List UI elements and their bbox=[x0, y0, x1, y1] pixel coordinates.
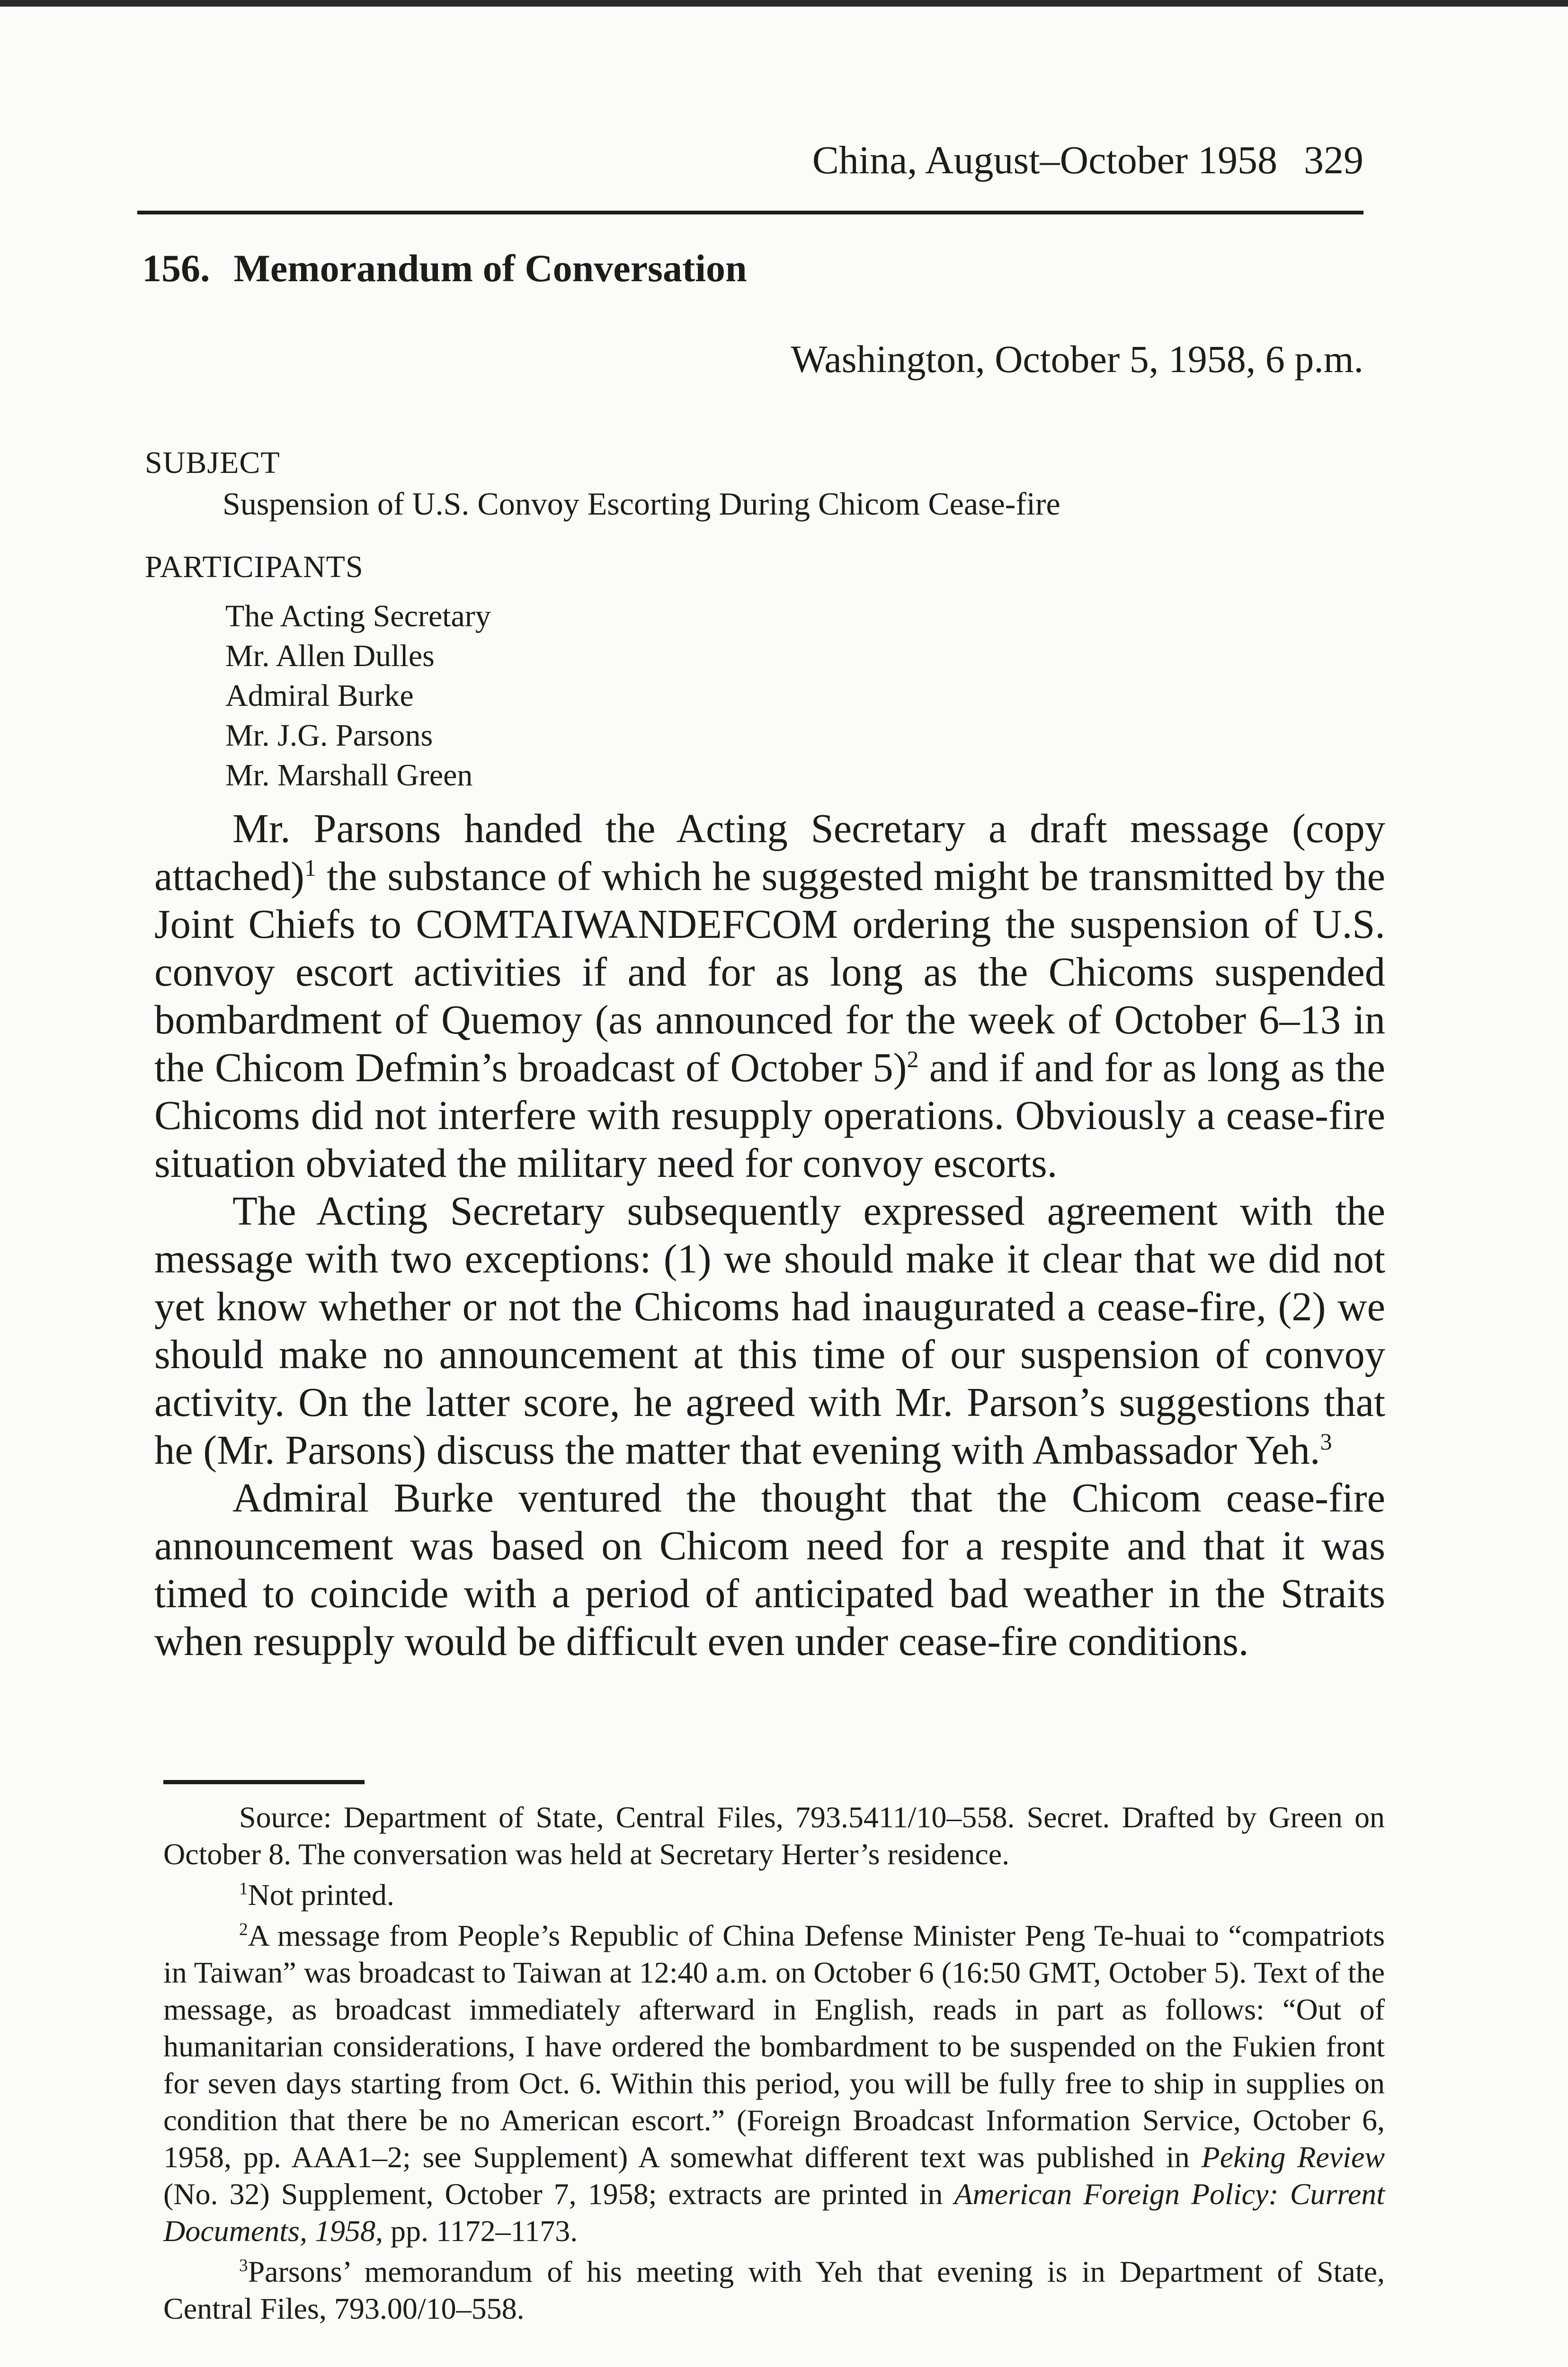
scan-edge-border bbox=[0, 0, 1568, 7]
body-paragraph-3: Admiral Burke ventured the thought that the Chicom cease-fire announcement was based on Chicom need for a respite and that it was timed to coincide with a period of anticipated bad weather in the Straits when resupply would be difficult even under cease-fire conditions. bbox=[154, 1475, 1385, 1664]
subject-text: Suspension of U.S. Convoy Escorting During Chicom Cease-fire bbox=[223, 486, 1060, 522]
running-head bbox=[757, 137, 1363, 183]
participant-item: The Acting Secretary bbox=[225, 599, 491, 633]
participant-item: Mr. Allen Dulles bbox=[225, 639, 435, 673]
participants-list bbox=[225, 596, 491, 795]
footnote-ref-3: 3 bbox=[1320, 1428, 1332, 1455]
body-paragraph-1: Mr. Parsons handed the Acting Secretary a draft message (copy attached)$^1$ the substance of which he suggested might be transmitted by the Joint Chiefs to COMTAIWANDEFCOM ordering the suspension of U.S. convoy escort activities if and for as long as the Chicoms suspended bombardment of Quemoy (as announced for the week of October 6–13 in the Chicom Defmin’s broadcast of October 5)$^2$ and if and for as long as the Chicoms did not interfere with resupply operations. Obviously a cease-fire situation obviated the military need for convoy escorts. bbox=[154, 806, 1385, 1186]
footnotes bbox=[163, 1799, 1385, 2331]
document-title bbox=[142, 246, 747, 291]
footnote-ref-2: 2 bbox=[907, 1046, 919, 1073]
footnote-1: $^1$Not printed. bbox=[239, 1878, 394, 1912]
footnote-rule bbox=[163, 1780, 365, 1784]
participant-item: Admiral Burke bbox=[225, 678, 414, 713]
participants-label: PARTICIPANTS bbox=[145, 550, 364, 584]
source-note: Source: Department of State, Central Files, 793.5411/10–558. Secret. Drafted by Green on October 8. The conversation was held at Secretary Herter’s residence. bbox=[163, 1800, 1385, 1871]
body-paragraph-2: The Acting Secretary subsequently expressed agreement with the message with two exceptions: (1) we should make it clear that we did not yet know whether or not the Chicoms had inaugurated a cease-fire, (2) we should make no announcement at this time of our suspension of convoy activity. On the latter score, he agreed with Mr. Parson’s suggestions that he (Mr. Parsons) discuss the matter that evening with Ambassador Yeh.$^3$ bbox=[154, 1188, 1385, 1473]
dateline: Washington, October 5, 1958, 6 p.m. bbox=[791, 338, 1363, 381]
subject-label: SUBJECT bbox=[145, 445, 280, 480]
memo-body bbox=[154, 805, 1385, 1665]
document-number: 156. bbox=[142, 247, 210, 290]
running-title: China, August–October 1958 bbox=[812, 138, 1277, 182]
participant-item: Mr. Marshall Green bbox=[225, 758, 473, 792]
footnote-ref-1: 1 bbox=[304, 854, 317, 881]
footnote-2: $^2$A message from People’s Republic of China Defense Minister Peng Te-huai to “compatriots in Taiwan” was broadcast to Taiwan at 12:40 a.m. on October 6 (16:50 GMT, October 5). Text of the message, as broadcast immediately afterward in English, reads in part as follows: “Out of humanitarian considerations, I have ordered the bombardment to be suspended on the Fukien front for seven days starting from Oct. 6. Within this period, you will be fully free to ship in supplies on condition that there be no American escort.” (Foreign Broadcast Information Service, October 6, 1958, pp. AAA1–2; see Supplement) A somewhat different text was published in Peking Review (No. 32) Supplement, October 7, 1958; extracts are printed in American Foreign Policy: Current Documents, 1958, pp. 1172–1173. bbox=[163, 1919, 1385, 2248]
page-number: 329 bbox=[1304, 138, 1363, 182]
document-title-text: Memorandum of Conversation bbox=[233, 247, 747, 290]
footnote-3: $^3$Parsons’ memorandum of his meeting with Yeh that evening is in Department of State, Central Files, 793.00/10–558. bbox=[163, 2255, 1385, 2325]
header-rule bbox=[137, 211, 1363, 214]
participant-item: Mr. J.G. Parsons bbox=[225, 718, 433, 753]
